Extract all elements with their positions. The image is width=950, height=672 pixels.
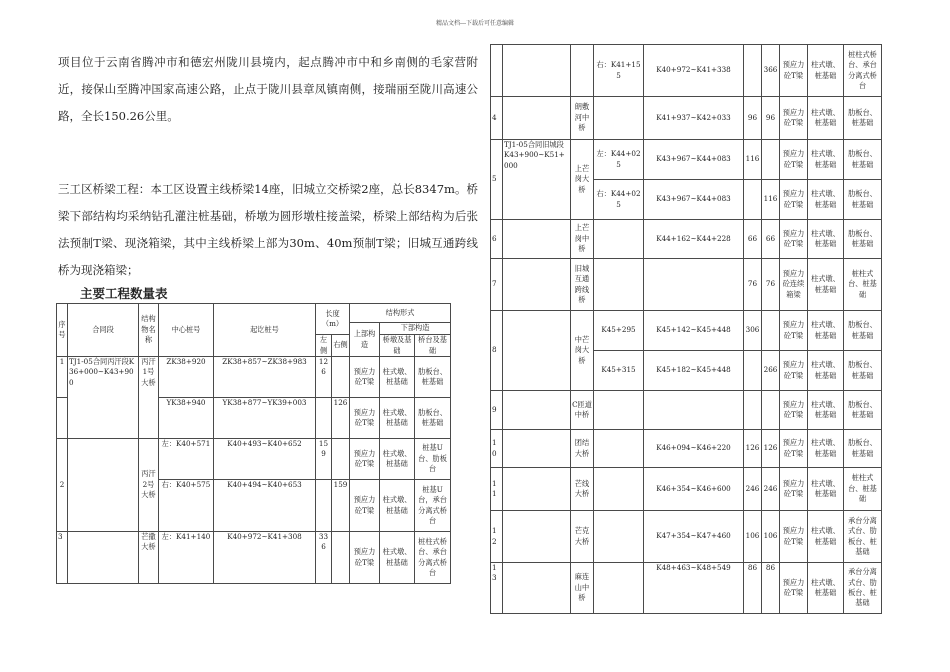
- cell-range: K48+463~K48+549: [644, 563, 744, 614]
- cell-seq: 2: [57, 439, 68, 532]
- cell-upper: 预应力砼T梁: [780, 311, 808, 351]
- cell-seq: 10: [491, 430, 503, 468]
- cell-pier: 柱式墩、桩基础: [808, 97, 844, 140]
- cell-name: 芒撒大桥: [139, 532, 159, 584]
- cell-name: [571, 45, 594, 97]
- cell-seq: 6: [491, 220, 503, 259]
- quantities-table-right: [490, 44, 882, 614]
- cell-range: K40+494~K40+653: [214, 480, 316, 532]
- cell-range: K40+972~K41+308: [214, 532, 316, 584]
- cell-right: [332, 532, 350, 584]
- cell-left: 76: [744, 259, 762, 311]
- table-row: [491, 430, 882, 468]
- intro-paragraph-bridges: 三工区桥梁工程：本工区设置主线桥梁14座，旧城立交桥梁2座，总长8347m。桥梁下部结构均采纳钻孔灌注桩基础，桥墩为圆形墩柱接盖梁，桥梁上部结构为后张法预制T梁、现浇箱梁，其中主线桥梁上部为30m、40m预制T梁；旧城互通跨线桥为现浇箱梁；: [58, 182, 478, 277]
- cell-upper: 预应力砼T梁: [350, 439, 380, 480]
- cell-range: [644, 259, 744, 311]
- cell-center: [594, 259, 644, 311]
- cell-center: 右：K41+155: [594, 45, 644, 97]
- cell-upper: 预应力砼T梁: [780, 45, 808, 97]
- cell-center: YK38+940: [159, 398, 214, 439]
- cell-range: K40+972~K41+338: [644, 45, 744, 97]
- cell-name: 丙汗2号大桥: [139, 439, 159, 532]
- table-row: [57, 357, 451, 398]
- header-upper: 上部构造: [350, 323, 380, 357]
- cell-range: K47+354~K47+460: [644, 511, 744, 563]
- cell-center: 左：K40+571: [159, 439, 214, 480]
- header-left: 左侧: [316, 335, 332, 357]
- cell-center: 右：K44+025: [594, 180, 644, 220]
- cell-name: C匝道中桥: [571, 391, 594, 430]
- cell-seq: 8: [491, 311, 503, 391]
- table-row: [57, 532, 451, 584]
- header-abutment: 桥台及基础: [415, 335, 451, 357]
- cell-left: 306: [744, 311, 762, 351]
- cell-name: 团结大桥: [571, 430, 594, 468]
- cell-pier: 柱式墩、桩基础: [808, 45, 844, 97]
- cell-range: K43+967~K44+083: [644, 140, 744, 180]
- cell-range: YK38+877~YK39+003: [214, 398, 316, 439]
- cell-upper: 预应力砼T梁: [780, 391, 808, 430]
- cell-range: K45+182~K45+448: [644, 351, 744, 391]
- cell-seq: [491, 45, 503, 97]
- cell-left: 96: [744, 97, 762, 140]
- cell-range: K40+493~K40+652: [214, 439, 316, 480]
- cell-right: 86: [762, 563, 780, 614]
- cell-upper: 预应力砼T梁: [780, 180, 808, 220]
- table-row: [491, 468, 882, 511]
- cell-pier: 柱式墩、桩基础: [808, 563, 844, 614]
- table-row: [491, 391, 882, 430]
- cell-abutment: 肋板台、桩基础: [415, 357, 451, 398]
- header-station-range: 起讫桩号: [214, 304, 316, 357]
- table-row: [491, 259, 882, 311]
- cell-range: K41+937~K42+033: [644, 97, 744, 140]
- cell-right: [762, 391, 780, 430]
- cell-abutment: 桩柱式台、桩基础: [844, 259, 882, 311]
- cell-upper: 预应力砼T梁: [780, 140, 808, 180]
- cell-center: 左：K44+025: [594, 140, 644, 180]
- cell-seq: 4: [491, 97, 503, 140]
- cell-left: 106: [744, 511, 762, 563]
- cell-range: K46+354~K46+600: [644, 468, 744, 511]
- table-row: [491, 97, 882, 140]
- cell-pier: 柱式墩、桩基础: [808, 430, 844, 468]
- header-structure-name: 结构物名称: [139, 304, 159, 357]
- cell-right: 66: [762, 220, 780, 259]
- cell-abutment: 肋板台、桩基础: [844, 97, 882, 140]
- cell-name: 朗敷河中桥: [571, 97, 594, 140]
- header-right: 右侧: [332, 335, 350, 357]
- cell-pier: 柱式墩、桩基础: [808, 511, 844, 563]
- cell-contract: TJ1-05合同丙汗段K36+000~K43+900: [68, 357, 139, 439]
- cell-pier: 柱式墩、桩基础: [808, 311, 844, 351]
- cell-center: 右：K40+575: [159, 480, 214, 532]
- cell-abutment: 肋板台、桩基础: [844, 311, 882, 351]
- header-contract: 合同段: [68, 304, 139, 357]
- table-row: [491, 511, 882, 563]
- cell-center: K45+295: [594, 311, 644, 351]
- cell-upper: 预应力砼T梁: [780, 220, 808, 259]
- cell-range: K45+142~K45+448: [644, 311, 744, 351]
- cell-abutment: 肋板台、桩基础: [415, 398, 451, 439]
- header-center-station: 中心桩号: [159, 304, 214, 357]
- cell-right: [762, 140, 780, 180]
- header-pier: 桥墩及基础: [380, 335, 415, 357]
- cell-abutment: 桩柱式桥台、承台分离式桥台: [844, 45, 882, 97]
- cell-name: 上芒岗大桥: [571, 140, 594, 220]
- cell-center: [594, 391, 644, 430]
- cell-pier: 柱式墩、桩基础: [808, 259, 844, 311]
- cell-right: 96: [762, 97, 780, 140]
- cell-center: [594, 468, 644, 511]
- cell-abutment: 肋板台、桩基础: [844, 391, 882, 430]
- cell-left: 126: [316, 357, 332, 398]
- cell-name: 中芒岗大桥: [571, 311, 594, 391]
- cell-right: 116: [762, 180, 780, 220]
- header-length: 长度（m）: [316, 304, 350, 335]
- intro-paragraph-location: 项目位于云南省腾冲市和德宏州陇川县境内，起点腾冲市中和乡南侧的毛家营附近，接保山至腾冲国家高速公路，止点于陇川县章凤镇南侧，接瑞丽至陇川高速公路，全长150.26公里。: [58, 55, 478, 123]
- cell-upper: 预应力砼T梁: [780, 563, 808, 614]
- cell-right: 126: [332, 398, 350, 439]
- cell-pier: 柱式墩、桩基础: [808, 180, 844, 220]
- cell-center: [594, 430, 644, 468]
- header-lower: 下部构造: [380, 323, 451, 335]
- cell-pier: 柱式墩、桩基础: [808, 140, 844, 180]
- table-row: [491, 45, 882, 97]
- cell-right: [332, 357, 350, 398]
- cell-right: 366: [762, 45, 780, 97]
- cell-name: 麻连山中桥: [571, 563, 594, 614]
- cell-center: 左：K41+140: [159, 532, 214, 584]
- cell-abutment: 桩柱式桥台、承台分离式桥台: [415, 532, 451, 584]
- cell-upper: 预应力砼T梁: [350, 398, 380, 439]
- cell-center: [594, 563, 644, 614]
- cell-left: [316, 480, 332, 532]
- cell-upper: 预应力砼T梁: [350, 480, 380, 532]
- cell-left: 66: [744, 220, 762, 259]
- cell-range: K44+162~K44+228: [644, 220, 744, 259]
- cell-right: 159: [332, 480, 350, 532]
- cell-left: [744, 45, 762, 97]
- cell-upper: 预应力砼T梁: [350, 357, 380, 398]
- cell-upper: 预应力砼T梁: [780, 511, 808, 563]
- cell-pier: 柱式墩、桩基础: [808, 220, 844, 259]
- cell-left: 246: [744, 468, 762, 511]
- cell-range: K46+094~K46+220: [644, 430, 744, 468]
- cell-right: 76: [762, 259, 780, 311]
- cell-right: [762, 311, 780, 351]
- quantities-table-title: 主要工程数量表: [80, 286, 168, 301]
- cell-left: 116: [744, 140, 762, 180]
- cell-pier: 柱式墩、桩基础: [808, 351, 844, 391]
- cell-abutment: 肋板台、桩基础: [844, 220, 882, 259]
- cell-abutment: 肋板台、桩基础: [844, 430, 882, 468]
- cell-abutment: 肋板台、桩基础: [844, 140, 882, 180]
- cell-seq: 3: [57, 532, 68, 584]
- cell-range: [644, 391, 744, 430]
- table-row: [491, 563, 882, 614]
- cell-left: 86: [744, 563, 762, 614]
- cell-seq: 5: [491, 140, 503, 220]
- cell-abutment: 肋板台、桩基础: [844, 351, 882, 391]
- cell-name: 芒克大桥: [571, 511, 594, 563]
- cell-contract: TJ1-05合同旧城段K43+900~K51+000: [503, 140, 571, 220]
- cell-pier: 柱式墩、桩基础: [808, 391, 844, 430]
- cell-pier: 柱式墩、桩基础: [380, 357, 415, 398]
- cell-pier: 柱式墩、桩基础: [808, 468, 844, 511]
- cell-abutment: 桩基U台、肋板台: [415, 439, 451, 480]
- cell-right: [332, 439, 350, 480]
- cell-right: 126: [762, 430, 780, 468]
- cell-left: [316, 398, 332, 439]
- cell-center: [594, 511, 644, 563]
- cell-upper: 预应力砼T梁: [780, 468, 808, 511]
- cell-abutment: 承台分离式台、肋板台、桩基础: [844, 511, 882, 563]
- page-header-note: 精品文档---下载后可任意编辑: [435, 20, 515, 27]
- cell-center: ZK38+920: [159, 357, 214, 398]
- cell-right: 266: [762, 351, 780, 391]
- cell-name: 旧城互通跨线桥: [571, 259, 594, 311]
- header-seq: 序号: [57, 304, 68, 357]
- cell-contract: [503, 45, 571, 97]
- cell-right: 106: [762, 511, 780, 563]
- cell-center: [594, 220, 644, 259]
- cell-name: 芒线大桥: [571, 468, 594, 511]
- cell-left: [744, 351, 762, 391]
- table-row: [491, 140, 882, 180]
- cell-name: 上芒岗中桥: [571, 220, 594, 259]
- cell-upper: 预应力砼连续箱梁: [780, 259, 808, 311]
- cell-name: 丙汗1号大桥: [139, 357, 159, 439]
- cell-pier: 柱式墩、桩基础: [380, 439, 415, 480]
- table-row: [491, 220, 882, 259]
- cell-left: 159: [316, 439, 332, 480]
- cell-left: [744, 180, 762, 220]
- table-row: [491, 311, 882, 351]
- cell-pier: 柱式墩、桩基础: [380, 398, 415, 439]
- cell-center: [594, 97, 644, 140]
- cell-seq: 11: [491, 468, 503, 511]
- cell-center: K45+315: [594, 351, 644, 391]
- cell-seq: 13: [491, 563, 503, 614]
- cell-upper: 预应力砼T梁: [780, 351, 808, 391]
- cell-range: K43+967~K44+083: [644, 180, 744, 220]
- header-structure-form: 结构形式: [350, 304, 451, 323]
- cell-abutment: 桩基U台，承台分离式桥台: [415, 480, 451, 532]
- cell-seq: 7: [491, 259, 503, 311]
- cell-pier: 柱式墩、桩基础: [380, 532, 415, 584]
- cell-right: 246: [762, 468, 780, 511]
- cell-seq: 1: [57, 357, 68, 398]
- cell-range: ZK38+857~ZK38+983: [214, 357, 316, 398]
- cell-left: 126: [744, 430, 762, 468]
- cell-left: [744, 391, 762, 430]
- cell-seq: 12: [491, 511, 503, 563]
- cell-abutment: 桩柱式台、桩基础: [844, 468, 882, 511]
- quantities-table-left: [56, 303, 451, 584]
- cell-left: 336: [316, 532, 332, 584]
- table-row: [57, 439, 451, 480]
- cell-abutment: 承台分离式台、肋板台、桩基础: [844, 563, 882, 614]
- cell-pier: 柱式墩、桩基础: [380, 480, 415, 532]
- cell-abutment: 肋板台、桩基础: [844, 180, 882, 220]
- cell-seq: 9: [491, 391, 503, 430]
- cell-upper: 预应力砼T梁: [350, 532, 380, 584]
- cell-upper: 预应力砼T梁: [780, 430, 808, 468]
- cell-upper: 预应力砼T梁: [780, 97, 808, 140]
